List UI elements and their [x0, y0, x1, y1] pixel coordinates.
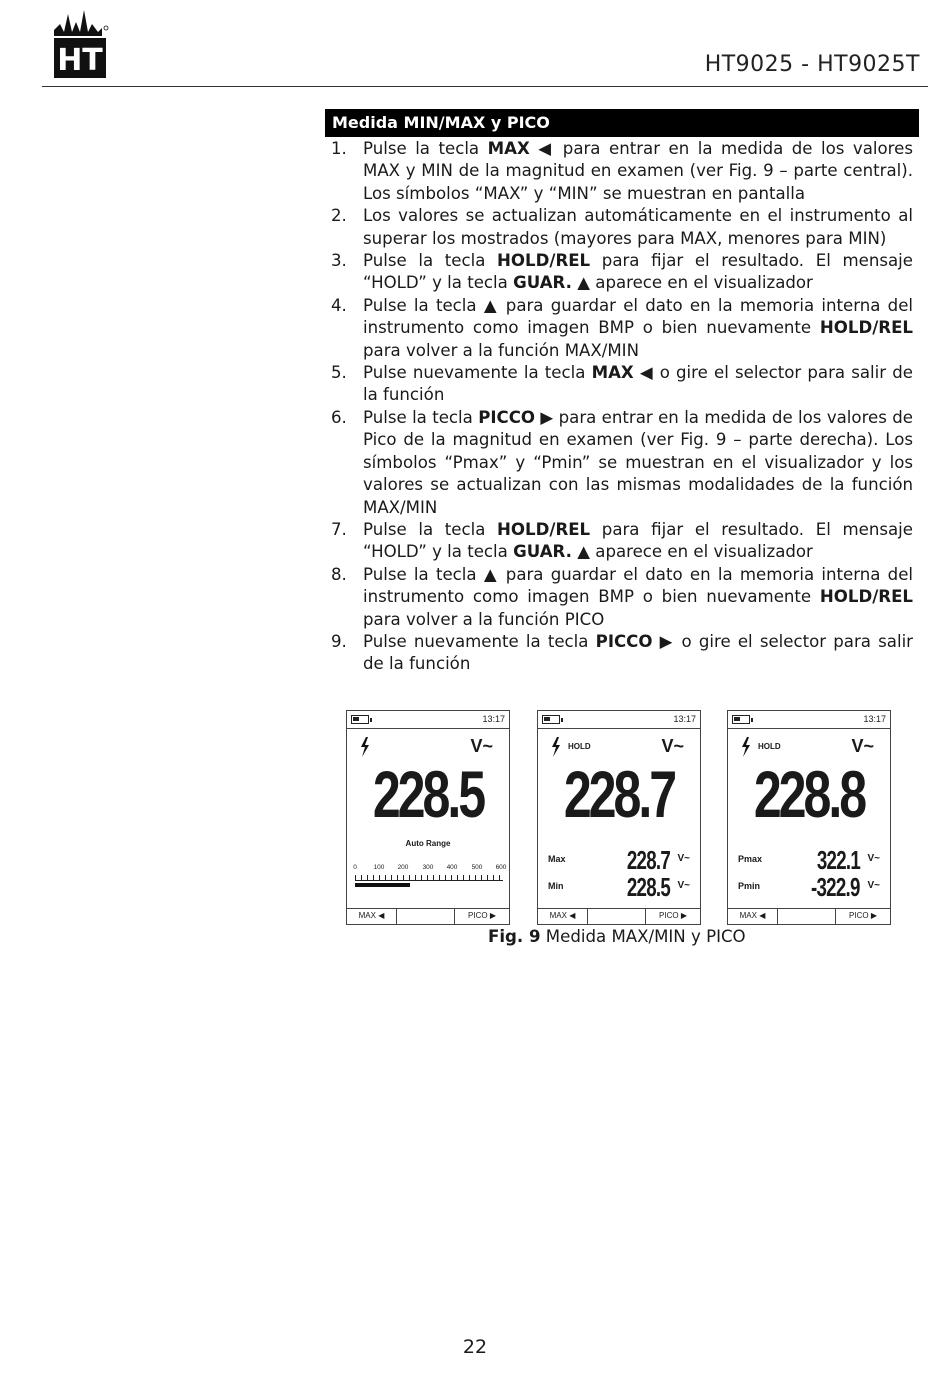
pmin-row [738, 872, 882, 902]
scale-tick-label: 200 [397, 864, 409, 871]
section-title: Medida MIN/MAX y PICO [325, 109, 919, 137]
min-row [548, 872, 692, 902]
max-unit: V~ [677, 853, 690, 864]
main-reading: 228.7 [563, 757, 675, 831]
up-arrow-icon: ▲ [577, 542, 590, 562]
bargraph-ticks [355, 875, 503, 881]
pmax-value: 322.1 [816, 845, 860, 875]
battery-icon [732, 715, 750, 724]
softkey-bar [347, 908, 509, 924]
status-bar [538, 711, 700, 729]
meter-screen-normal [346, 710, 510, 925]
lightning-icon [740, 737, 752, 757]
left-arrow-icon: ◀ [639, 363, 654, 383]
clock: 13:17 [482, 714, 505, 724]
main-reading: 228.5 [372, 757, 484, 831]
max-value: 228.7 [626, 845, 670, 875]
clock: 13:17 [673, 714, 696, 724]
scale-tick-label: 600 [495, 864, 507, 871]
right-arrow-icon: ▶ [659, 631, 675, 651]
bargraph-scale [353, 864, 505, 874]
pico-softkey[interactable]: PICO ▶ [468, 911, 496, 920]
softkey-bar [728, 908, 890, 924]
auto-range-label: Auto Range [405, 839, 451, 848]
max-softkey[interactable]: MAX ◀ [728, 909, 778, 924]
scale-tick-label: 100 [373, 864, 385, 871]
battery-icon [351, 715, 369, 724]
main-reading: 228.8 [753, 757, 865, 831]
hold-indicator: HOLD [568, 742, 591, 751]
left-arrow-icon: ◀ [538, 139, 555, 158]
empty-softkey [588, 909, 646, 924]
step-8: 8. Pulse la tecla ▲ para guardar el dato en la memoria interna del instrumento como imagen BMP o bien nuevamente HOLD/REL para volver a la función PICO [331, 564, 914, 629]
bargraph-bar [355, 883, 410, 887]
softkey-bar [538, 908, 700, 924]
pico-softkey[interactable]: PICO ▶ [849, 911, 877, 920]
status-bar [347, 711, 509, 729]
pmax-row [738, 845, 882, 875]
up-arrow-icon: ▲ [483, 295, 499, 315]
step-6: 6. Pulse la tecla PICCO ▶ para entrar en la medida de los valores de Pico de la magnitud en examen (ver Fig. 9 – parte derecha). Los símbolos “Pmax” y “Pmin” se muestran en el visualizador y los valores se actualizan con las mismas modalidades de la función MAX/MIN [331, 407, 913, 517]
min-unit: V~ [677, 880, 690, 891]
step-7: 7. Pulse la tecla HOLD/REL para fijar el resultado. El mensaje “HOLD” y la tecla GUAR. ▲ aparece en el visualizador [331, 519, 913, 562]
min-label: Min [548, 881, 564, 891]
step-5: 5. Pulse nuevamente la tecla MAX ◀ o gire el selector para salir de la función [331, 363, 914, 405]
pmin-label: Pmin [738, 881, 761, 891]
lightning-icon [550, 737, 562, 757]
pmin-unit: V~ [867, 880, 880, 891]
svg-text:HT: HT [57, 43, 103, 78]
step-1: 1. Pulse la tecla MAX ◀ para entrar en la medida de los valores MAX y MIN de la magnitud en examen (ver Fig. 9 – parte central). Los símbolos “MAX” y “MIN” se muestran en pantalla [331, 139, 913, 203]
empty-softkey [397, 909, 455, 924]
min-value: 228.5 [626, 872, 670, 902]
up-arrow-icon: ▲ [483, 564, 499, 584]
max-softkey[interactable]: MAX ◀ [347, 909, 397, 924]
scale-tick-label: 300 [422, 864, 434, 871]
pmax-label: Pmax [738, 854, 763, 864]
right-arrow-icon: ▶ [540, 407, 554, 427]
meter-screen-peak [727, 710, 891, 925]
header-divider [42, 86, 928, 87]
scale-tick-label: 400 [446, 864, 458, 871]
figure-caption: Fig. 9 Medida MAX/MIN y PICO [488, 927, 746, 946]
pico-softkey[interactable]: PICO ▶ [659, 911, 687, 920]
lightning-icon [359, 737, 371, 757]
unit-label: V~ [851, 736, 874, 756]
hold-indicator: HOLD [758, 742, 781, 751]
step-4: 4. Pulse la tecla ▲ para guardar el dato en la memoria interna del instrumento como imagen BMP o bien nuevamente HOLD/REL para volver a la función MAX/MIN [331, 295, 914, 360]
page-number: 22 [462, 1336, 488, 1358]
clock: 13:17 [863, 714, 886, 724]
scale-tick-label: 0 [353, 864, 357, 871]
battery-icon [542, 715, 560, 724]
max-label: Max [548, 854, 566, 864]
up-arrow-icon: ▲ [577, 273, 590, 293]
pmax-unit: V~ [867, 853, 880, 864]
max-row [548, 845, 692, 875]
ht-logo [50, 10, 110, 80]
steps-list [325, 138, 919, 676]
document-title: HT9025 - HT9025T [704, 52, 920, 77]
unit-label: V~ [661, 736, 684, 756]
unit-label: V~ [470, 736, 493, 756]
status-bar [728, 711, 890, 729]
max-softkey[interactable]: MAX ◀ [538, 909, 588, 924]
step-9: 9. Pulse nuevamente la tecla PICCO ▶ o gire el selector para salir de la función [331, 631, 914, 674]
scale-tick-label: 500 [471, 864, 483, 871]
step-3: 3. Pulse la tecla HOLD/REL para fijar el resultado. El mensaje “HOLD” y la tecla GUAR. ▲ aparece en el visualizador [331, 251, 913, 293]
pmin-value: -322.9 [811, 872, 860, 902]
empty-softkey [778, 909, 836, 924]
figure-9 [346, 710, 892, 926]
section-min-max-pico [325, 109, 919, 676]
step-2: 2. Los valores se actualizan automáticamente en el instrumento al superar los mostrados (mayores para MAX, menores para MIN) [331, 206, 913, 248]
meter-screen-max-min [537, 710, 701, 925]
